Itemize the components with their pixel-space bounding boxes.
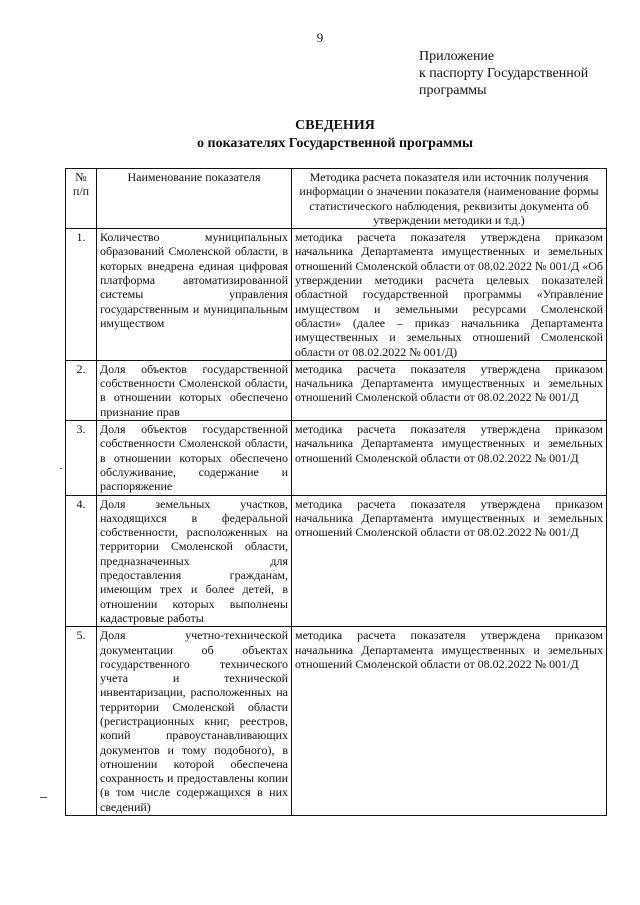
appendix-line: программы	[419, 83, 487, 98]
row-method: методика расчета показателя утверждена приказом начальника Департамента имущественных и земельных отношений Смоленской области от 08.02.2022 № 001/Д «Об утверждении методики расчета целевых показателей областной государственной программы «Управление имуществом и земельными ресурсами Смоленской области» (далее – приказ начальника Департамента имущественных и земельных отношений Смоленской области от 08.02.2022 № 001/Д)	[292, 229, 607, 361]
title-sub: о показателях Государственной программы	[197, 136, 473, 151]
row-num: 3.	[66, 421, 97, 495]
header-method: Методика расчета показателя или источник получения информации о значении показателя (наименование формы статистического наблюдения, реквизиты документа об утверждении методики и т.д.)	[292, 169, 607, 229]
row-method: методика расчета показателя утверждена приказом начальника Департамента имущественных и земельных отношений Смоленской области от 08.02.2022 № 001/Д	[292, 360, 607, 420]
table-header-row	[66, 169, 607, 229]
row-num: 2.	[66, 360, 97, 420]
indicators-table	[65, 168, 607, 816]
page-number: 9	[316, 30, 324, 45]
row-method: методика расчета показателя утверждена приказом начальника Департамента имущественных и земельных отношений Смоленской области от 08.02.2022 № 001/Д	[292, 421, 607, 495]
row-num: 5.	[66, 627, 97, 816]
header-name: Наименование показателя	[97, 169, 292, 229]
row-name: Доля объектов государственной собственности Смоленской области, в отношении которых обеспечено обслуживание, содержание и распоряжение	[97, 421, 292, 495]
appendix-line: Приложение	[419, 49, 495, 64]
header-num: № п/п	[66, 169, 97, 229]
scan-artifact-mark	[40, 797, 47, 798]
document-title	[0, 117, 640, 153]
appendix-note	[419, 48, 588, 99]
row-num: 1.	[66, 229, 97, 361]
row-method: методика расчета показателя утверждена приказом начальника Департамента имущественных и земельных отношений Смоленской области от 08.02.2022 № 001/Д	[292, 627, 607, 816]
row-name: Количество муниципальных образований Смоленской области, в которых внедрена единая цифровая платформа автоматизированной системы управления государственным и муниципальным имуществом	[97, 229, 292, 361]
table-row	[66, 627, 607, 816]
row-name: Доля объектов государственной собственности Смоленской области, в отношении которых обеспечено признание прав	[97, 360, 292, 420]
table-row	[66, 360, 607, 420]
row-name: Доля учетно-технической документации об объектах государственного технического учета и технической инвентаризации, расположенных на территории Смоленской области (регистрационных книг, реестров, копий правоустанавливающих документов и тому подобного), в отношении которой обеспечена сохранность и предоставлены копии (в том числе содержащихся в них сведений)	[97, 627, 292, 816]
title-main: СВЕДЕНИЯ	[295, 118, 375, 133]
row-name: Доля земельных участков, находящихся в федеральной собственности, расположенных на территории Смоленской области, предназначенных для предоставления гражданам, имеющим трех и более детей, в отношении которых выполнены кадастровые работы	[97, 495, 292, 627]
scan-artifact-mark	[60, 468, 62, 469]
row-method: методика расчета показателя утверждена приказом начальника Департамента имущественных и земельных отношений Смоленской области от 08.02.2022 № 001/Д	[292, 495, 607, 627]
table-row	[66, 229, 607, 361]
appendix-line: к паспорту Государственной	[419, 66, 589, 81]
table-row	[66, 495, 607, 627]
row-num: 4.	[66, 495, 97, 627]
table-row	[66, 421, 607, 495]
